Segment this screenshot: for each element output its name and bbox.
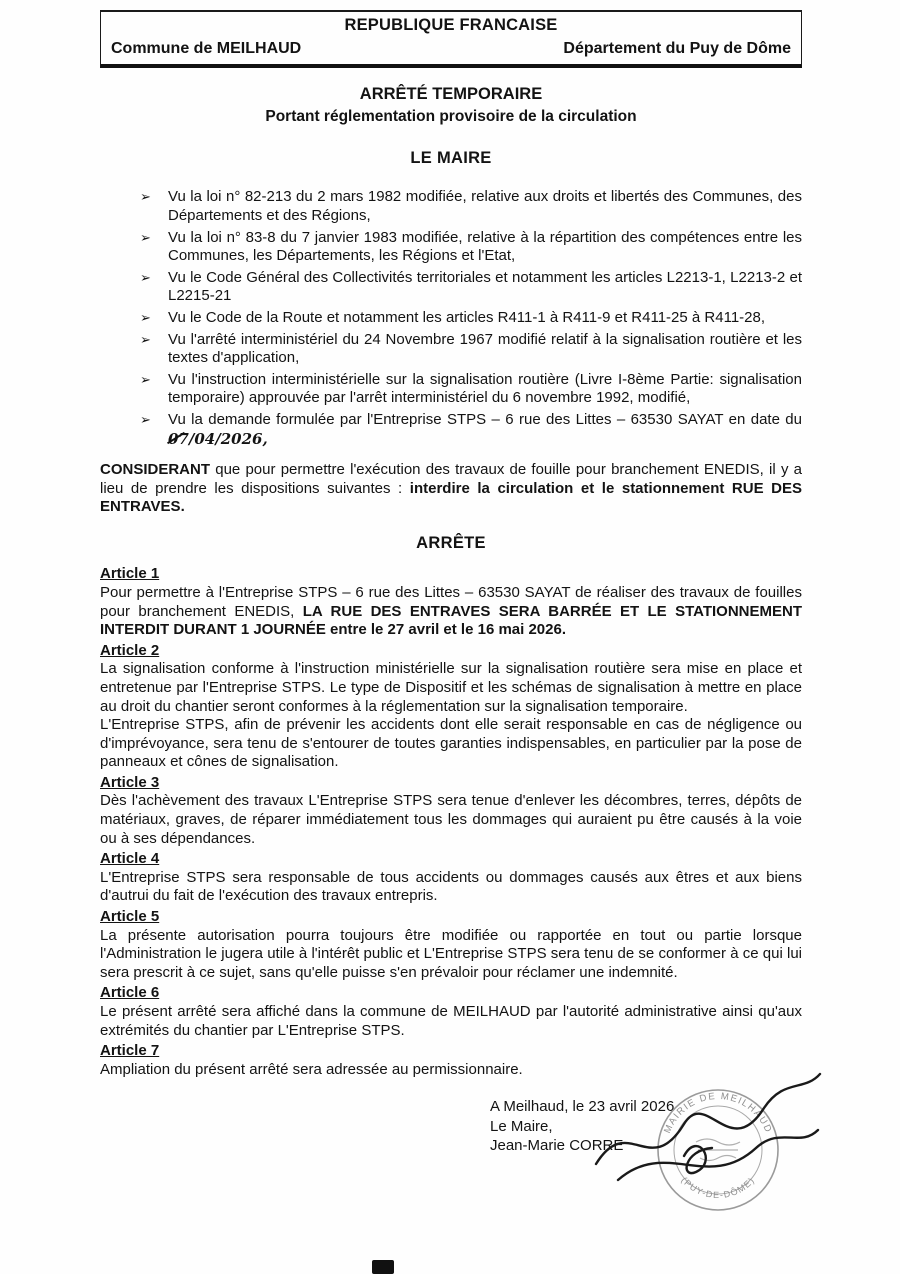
- article-1-bold-text: LA RUE DES ENTRAVES SERA BARRÉE ET LE STATIONNEMENT INTERDIT DURANT 1 JOURNÉE entre le 27 avril et le 16 mai 2026.: [100, 602, 803, 639]
- article-2-heading: Article 2: [100, 641, 160, 659]
- scan-artifact-mark: [372, 1260, 394, 1274]
- recital-item: [140, 309, 802, 328]
- article-7: [100, 1042, 802, 1079]
- title-block: [100, 84, 802, 126]
- republic-title: REPUBLIQUE FRANCAISE: [344, 16, 558, 34]
- article-3-heading: Article 3: [100, 773, 160, 791]
- recital-item: [140, 188, 802, 225]
- recital-item: [140, 371, 802, 408]
- recital-item: [140, 229, 802, 266]
- handwritten-date: [168, 430, 268, 449]
- departement-name: Département du Puy de Dôme: [563, 40, 791, 58]
- recital-text: [168, 411, 802, 449]
- article-7-heading: Article 7: [100, 1042, 160, 1060]
- stamp-top-text: MAIRIE DE MEILHAUD: [662, 1090, 774, 1136]
- signature-place-date: A Meilhaud, le 23 avril 2026: [490, 1098, 675, 1116]
- recital-text: Vu le Code Général des Collectivités territoriales et notamment les articles L2213-1, L2213-2 et L2215-21: [168, 268, 802, 305]
- arrow-bullet-icon: ➢: [140, 189, 151, 205]
- arrow-bullet-icon: ➢: [140, 229, 151, 245]
- recital-text: Vu la loi n° 82-213 du 2 mars 1982 modifiée, relative aux droits et libertés des Communes, des Départements et des Régions,: [168, 188, 802, 224]
- recital-text: Vu la loi n° 83-8 du 7 janvier 1983 modifiée, relative à la répartition des compétences entre les Communes, les Départements, les Régions et l'Etat,: [168, 228, 802, 265]
- document-title: ARRÊTÉ TEMPORAIRE: [359, 85, 543, 104]
- recital-item: [140, 269, 802, 306]
- handwritten-date-text: 07/04/2026,: [168, 429, 268, 448]
- recital-item: [140, 331, 802, 368]
- considerant-bold-text: interdire la circulation et le stationnement RUE DES ENTRAVES.: [100, 479, 803, 516]
- header-row: [111, 39, 791, 59]
- article-6-heading: Article 6: [100, 984, 160, 1002]
- article-3-paragraph: Dès l'achèvement des travaux L'Entreprise STPS sera tenue d'enlever les décombres, terres, dépôts de matériaux, graves, de réparer immédiatement tous les dommages qui auraient pu être causés à la voie ou à ses dépendances.: [100, 792, 802, 847]
- article-7-paragraph: Ampliation du présent arrêté sera adressée au permissionnaire.: [100, 1060, 523, 1078]
- considerant-label: CONSIDERANT: [100, 461, 211, 479]
- article-4-heading: Article 4: [100, 850, 160, 868]
- article-6: [100, 984, 802, 1040]
- signature-name: Jean-Marie CORRE: [490, 1137, 624, 1155]
- arrow-bullet-icon: ➢: [140, 269, 151, 285]
- arrow-bullet-icon: ➢: [140, 331, 151, 347]
- commune-name: Commune de MEILHAUD: [111, 40, 302, 58]
- article-5-paragraph: La présente autorisation pourra toujours être modifiée ou rapportée en tout ou partie lorsque l'Administration le jugera utile à l'intérêt public et L'Entreprise STPS sera tenu de se conformer à ce qui lui sera prescrit à ce sujet, sans qu'elle puisse s'en prévaloir pour réclamer une indemnité.: [100, 926, 802, 981]
- article-1: [100, 565, 802, 639]
- article-2: [100, 642, 802, 772]
- article-1-text: Pour permettre à l'Entreprise STPS – 6 rue des Littes – 63530 SAYAT de réaliser des travaux de fouilles pour branchement ENEDIS,: [100, 583, 802, 620]
- recital-text: Vu l'instruction interministérielle sur la signalisation routière (Livre I-8ème Partie: signalisation temporaire) approuvée par l'arrêt interministériel du 6 novembre 1992, modifié,: [168, 370, 802, 407]
- document-header: [100, 10, 802, 68]
- decree-heading: ARRÊTE: [416, 533, 486, 552]
- signature-title: Le Maire,: [490, 1117, 553, 1135]
- stamp-bottom-text: (PUY-DE-DÔME): [679, 1175, 757, 1201]
- authority-heading: LE MAIRE: [410, 148, 492, 167]
- recital-text: Vu l'arrêté interministériel du 24 Novembre 1967 modifié relatif à la signalisation routière et les textes d'application,: [168, 330, 802, 367]
- article-1-heading: Article 1: [100, 565, 160, 583]
- article-2-paragraph-1: La signalisation conforme à l'instruction ministérielle sur la signalisation routière sera mise en place et entretenue par l'Entreprise STPS. Le type de Dispositif et les schémas de signalisation à mettre en place au droit du chantier seront conformes à la réglementation sur la signalisation temporaire.: [100, 660, 802, 715]
- considerant-text: que pour permettre l'exécution des travaux de fouille pour branchement ENEDIS, il y a lieu de prendre les dispositions suivantes :: [100, 461, 802, 497]
- article-6-paragraph: Le présent arrêté sera affiché dans la commune de MEILHAUD par l'autorité administrative ainsi qu'aux extrémités du chantier par L'Entreprise STPS.: [100, 1003, 802, 1039]
- article-4-paragraph: L'Entreprise STPS sera responsable de tous accidents ou dommages causés aux êtres et aux biens d'autrui du fait de l'exécution des travaux entrepris.: [100, 868, 802, 905]
- arrow-bullet-icon: ➢: [140, 309, 151, 325]
- recital-text-part: Vu la demande formulée par l'Entreprise STPS – 6 rue des Littes – 63530 SAYAT en date du: [168, 410, 802, 428]
- article-1-body: [100, 584, 802, 640]
- article-4: [100, 850, 802, 906]
- considerant-paragraph: [100, 461, 802, 517]
- document-subtitle: Portant réglementation provisoire de la circulation: [265, 107, 637, 125]
- recital-item: [140, 411, 802, 449]
- article-5-heading: Article 5: [100, 908, 160, 926]
- article-2-paragraph-2: L'Entreprise STPS, afin de prévenir les accidents dont elle serait responsable en cas de négligence ou d'imprévoyance, sera tenu de s'entourer de toutes garanties indispensables, en particulier par la pose de panneaux et cônes de signalisation.: [100, 716, 802, 771]
- recital-text: Vu le Code de la Route et notamment les articles R411-1 à R411-9 et R411-25 à R411-28,: [168, 308, 766, 326]
- recitals-list: [140, 188, 802, 449]
- signature-block: [490, 1097, 802, 1156]
- article-3: [100, 774, 802, 848]
- article-5: [100, 908, 802, 982]
- arrow-bullet-icon: ➢: [140, 411, 151, 427]
- arrow-bullet-icon: ➢: [140, 371, 151, 387]
